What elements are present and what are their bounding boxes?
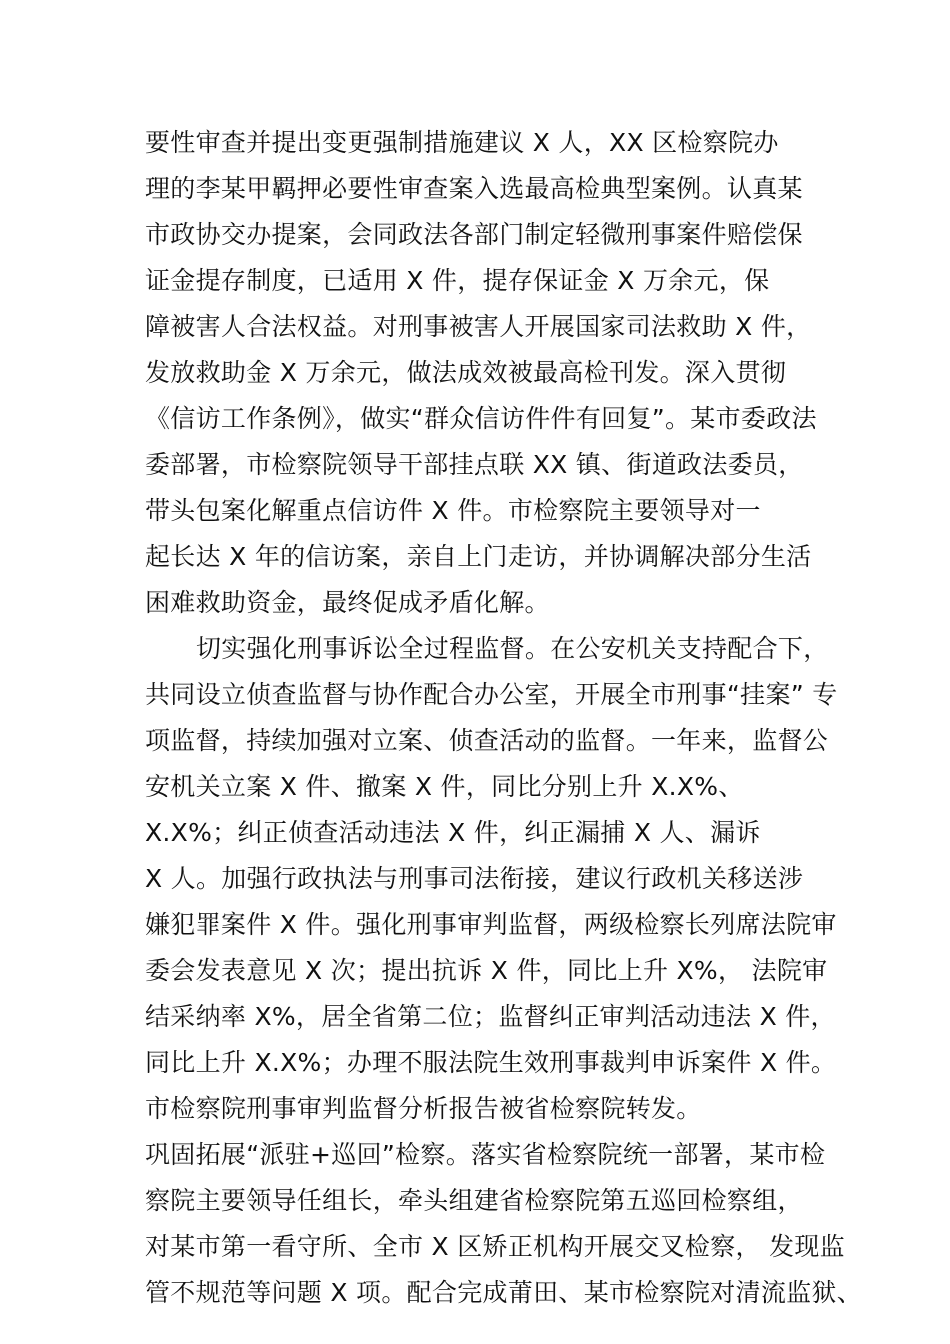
paragraph-first-line: 巩固拓展“派驻+巡回”检察。落实省检察院统一部署，某市检 bbox=[145, 1140, 826, 1169]
text-line: X.X%；纠正侦查活动违法 X 件，纠正漏捕 X 人、漏诉 bbox=[145, 818, 761, 847]
text-line: 项监督，持续加强对立案、侦查活动的监督。一年来，监督公 bbox=[145, 726, 829, 755]
text-line: 委部署，市检察院领导干部挂点联 XX 镇、街道政法委员， bbox=[145, 450, 804, 479]
text-line: 察院主要领导任组长，牵头组建省检察院第五巡回检察组， bbox=[145, 1186, 803, 1215]
text-line: 起长达 X 年的信访案，亲自上门走访，并协调解决部分生活 bbox=[145, 542, 812, 571]
text-line: 市政协交办提案，会同政法各部门制定轻微刑事案件赔偿保 bbox=[145, 220, 803, 249]
text-line: 管不规范等问题 X 项。配合完成莆田、某市检察院对清流监狱、 bbox=[145, 1278, 863, 1307]
text-line: 《信访工作条例》，做实“群众信访件件有回复”。某市委政法 bbox=[145, 404, 817, 433]
text-line: 对某市第一看守所、全市 X 区矫正机构开展交叉检察， 发现监 bbox=[145, 1232, 845, 1261]
text-line: 发放救助金 X 万余元，做法成效被最高检刊发。深入贯彻 bbox=[145, 358, 787, 387]
text-line: 同比上升 X.X%；办理不服法院生效刑事裁判申诉案件 X 件。 bbox=[145, 1048, 837, 1077]
text-line: 困难救助资金，最终促成矛盾化解。 bbox=[145, 588, 550, 617]
text-line: X 人。加强行政执法与刑事司法衔接，建议行政机关移送涉 bbox=[145, 864, 804, 893]
text-line: 理的李某甲羁押必要性审查案入选最高检典型案例。认真某 bbox=[145, 174, 803, 203]
text-line: 障被害人合法权益。对刑事被害人开展国家司法救助 X 件， bbox=[145, 312, 812, 341]
text-line: 要性审查并提出变更强制措施建议 X 人，XX 区检察院办 bbox=[145, 128, 779, 157]
text-line: 市检察院刑事审判监督分析报告被省检察院转发。 bbox=[145, 1094, 702, 1123]
text-line: 安机关立案 X 件、撤案 X 件，同比分别上升 X.X%、 bbox=[145, 772, 744, 801]
paragraph-first-line: 切实强化刑事诉讼全过程监督。在公安机关支持配合下， bbox=[196, 634, 829, 663]
text-line: 嫌犯罪案件 X 件。强化刑事审判监督，两级检察长列席法院审 bbox=[145, 910, 837, 939]
text-line: 结采纳率 X%，居全省第二位；监督纠正审判活动违法 X 件， bbox=[145, 1002, 836, 1031]
text-line: 委会发表意见 X 次；提出抗诉 X 件，同比上升 X%， 法院审 bbox=[145, 956, 828, 985]
text-line: 共同设立侦查监督与协作配合办公室，开展全市刑事“挂案” 专 bbox=[145, 680, 838, 709]
text-line: 证金提存制度，已适用 X 件，提存保证金 X 万余元，保 bbox=[145, 266, 770, 295]
text-line: 带头包案化解重点信访件 X 件。市检察院主要领导对一 bbox=[145, 496, 761, 525]
